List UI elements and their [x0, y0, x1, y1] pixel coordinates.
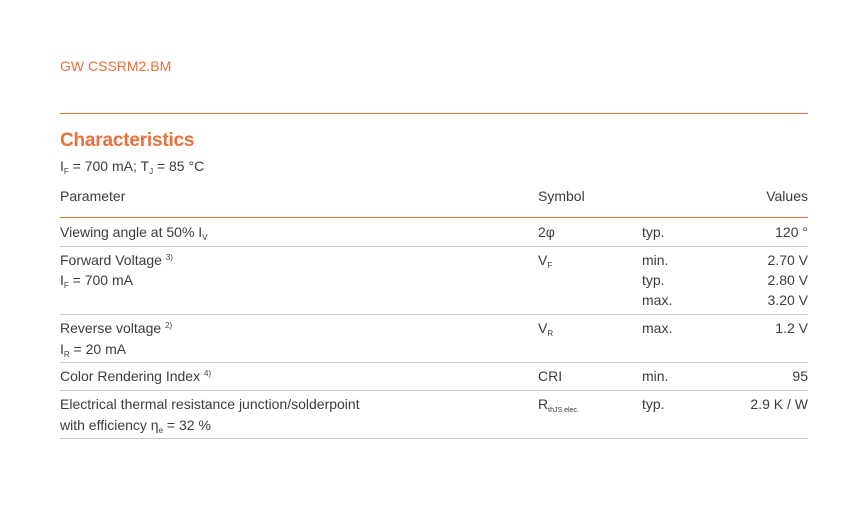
value-cell: 2.70 V — [767, 252, 808, 268]
type-cell: typ. — [642, 396, 665, 412]
if-value: = 700 mA; T — [68, 158, 150, 174]
value-cell: 120 ° — [775, 224, 808, 240]
param-label — [60, 396, 360, 412]
condition-value: = 20 mA — [69, 341, 127, 357]
symbol-cell — [538, 320, 553, 336]
param-condition — [60, 417, 211, 433]
symbol-cell — [538, 224, 555, 240]
row-divider — [60, 362, 808, 363]
param-text: Viewing angle at 50% I — [60, 224, 203, 240]
tj-value: = 85 °C — [153, 158, 205, 174]
symbol-subscript: F — [547, 261, 553, 270]
type-cell: min. — [642, 368, 669, 384]
footnote-ref: 4) — [203, 369, 212, 378]
symbol-subscript: thJS elec. — [548, 407, 579, 414]
condition-symbol: I — [60, 272, 64, 288]
condition-subscript: e — [158, 426, 164, 435]
value-cell: 95 — [792, 368, 808, 384]
symbol-text: V — [538, 252, 548, 268]
section-title: Characteristics — [60, 130, 195, 151]
row-divider — [60, 390, 808, 391]
param-text: Reverse voltage — [60, 320, 166, 336]
condition-value: = 32 % — [163, 417, 211, 433]
symbol-text: 2φ — [538, 224, 555, 240]
condition-value: = 700 mA — [68, 272, 133, 288]
footnote-ref: 3) — [165, 253, 173, 262]
param-text: Color Rendering Index — [60, 368, 204, 384]
symbol-text: V — [538, 320, 548, 336]
row-divider — [60, 246, 808, 247]
if-label: I — [60, 158, 64, 174]
type-stack — [642, 250, 672, 310]
param-text: Forward Voltage — [60, 252, 166, 268]
tj-subscript: J — [149, 167, 154, 176]
type-cell: max. — [642, 320, 673, 336]
header-parameter: Parameter — [60, 188, 126, 204]
symbol-text: CRI — [538, 368, 563, 384]
param-condition — [60, 341, 126, 357]
param-label — [60, 252, 173, 268]
type-cell: typ. — [642, 272, 665, 288]
test-conditions — [60, 158, 204, 174]
value-cell: 1.2 V — [775, 320, 808, 336]
header-values: Values — [766, 188, 808, 204]
value-cell: 2.80 V — [767, 272, 808, 288]
symbol-cell — [538, 396, 579, 412]
symbol-cell — [538, 368, 562, 384]
row-divider — [60, 314, 808, 315]
symbol-cell — [538, 252, 552, 268]
type-cell: max. — [642, 292, 673, 308]
value-stack — [768, 250, 808, 310]
header-rule-orange — [60, 217, 808, 218]
condition-symbol: with efficiency η — [60, 417, 159, 433]
param-label — [60, 320, 172, 336]
header-symbol: Symbol — [538, 188, 585, 204]
type-cell: min. — [642, 252, 669, 268]
param-label — [60, 368, 211, 384]
header-rule — [60, 113, 808, 114]
param-text: Electrical thermal resistance junction/solderpoint — [60, 396, 360, 412]
param-condition — [60, 272, 133, 288]
type-cell: typ. — [642, 224, 665, 240]
symbol-subscript: R — [547, 329, 554, 338]
param-label — [60, 224, 208, 240]
value-cell: 3.20 V — [767, 292, 808, 308]
if-subscript: F — [63, 167, 69, 176]
condition-symbol: I — [60, 341, 64, 357]
param-subscript: V — [202, 233, 208, 242]
value-cell: 2.9 K / W — [750, 396, 808, 412]
row-divider — [60, 438, 808, 439]
condition-subscript: R — [63, 350, 70, 359]
symbol-text: R — [538, 396, 549, 412]
document-id: GW CSSRM2.BM — [60, 58, 172, 74]
condition-subscript: F — [63, 281, 69, 290]
footnote-ref: 2) — [165, 321, 173, 330]
